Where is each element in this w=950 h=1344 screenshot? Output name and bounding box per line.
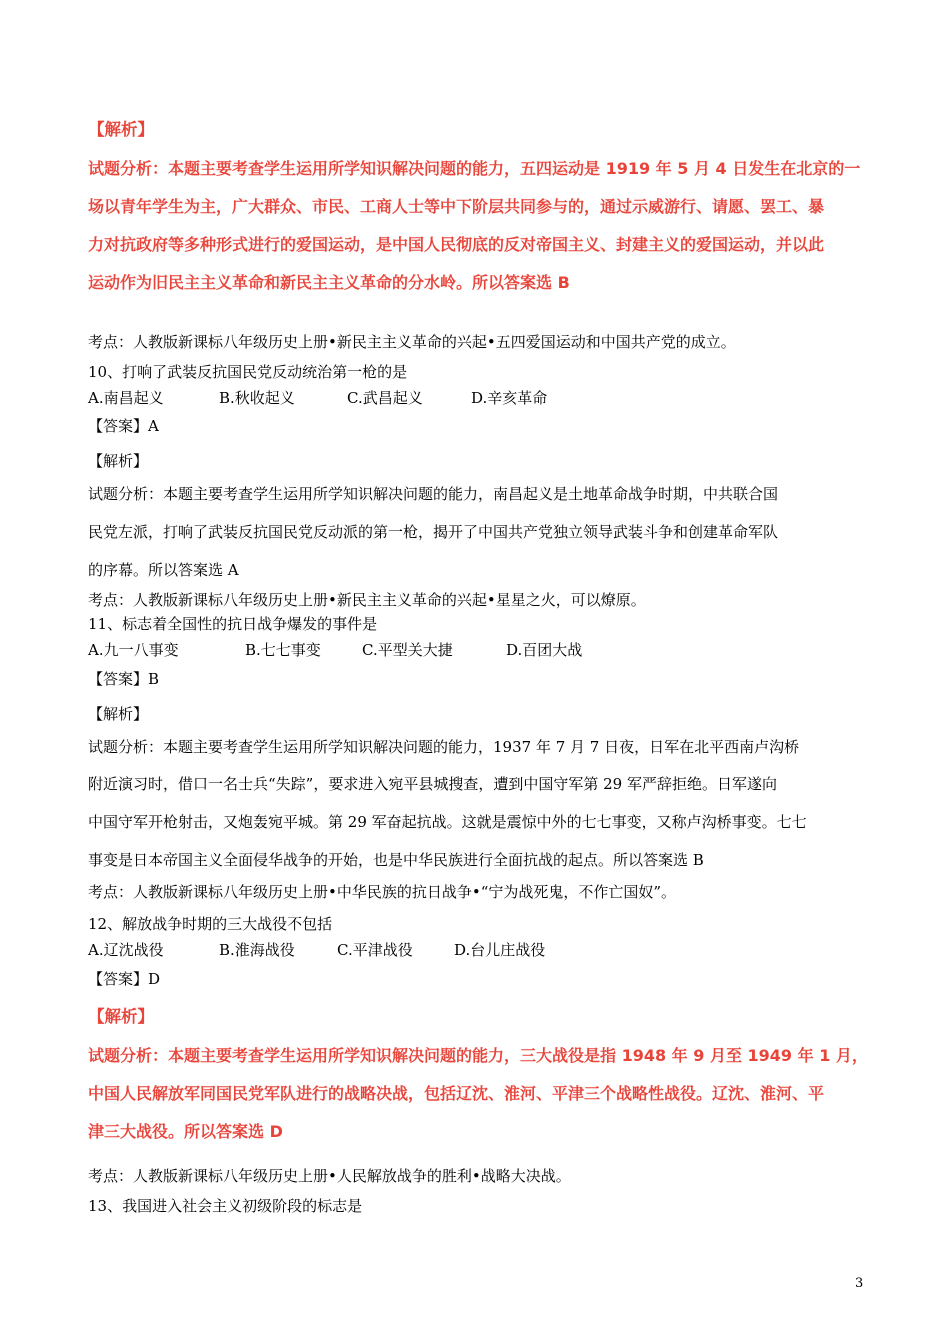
analysis-line: 中国守军开枪射击，又炮轰宛平城。第 29 军奋起抗战。这就是震惊中外的七七事变，又称卢沟桥事变。七七 <box>88 813 807 831</box>
option-b: B.七七事变 <box>245 641 321 659</box>
option-d: D.百团大战 <box>506 641 583 659</box>
analysis-line: 民党左派，打响了武装反抗国民党反动派的第一枪，揭开了中国共产党独立领导武装斗争和创建革命军队 <box>88 523 779 541</box>
analysis-line: 的序幕。所以答案选 A <box>88 561 239 579</box>
kaodian-line: 考点：人教版新课标八年级历史上册•人民解放战争的胜利•战略大决战。 <box>88 1167 571 1185</box>
question-10: 10、打响了武装反抗国民党反动统治第一枪的是 <box>88 363 408 381</box>
option-d: D.辛亥革命 <box>471 389 548 407</box>
analysis-line: 试题分析：本题主要考查学生运用所学知识解决问题的能力，五四运动是 1919 年 5 月 4 日发生在北京的一 <box>88 159 861 178</box>
analysis-line: 中国人民解放军同国民党军队进行的战略决战，包括辽沈、淮河、平津三个战略性战役。辽沈、淮河、平 <box>88 1084 825 1103</box>
page-number: 3 <box>855 1276 864 1291</box>
option-b: B.淮海战役 <box>219 941 295 959</box>
analysis-line: 试题分析：本题主要考查学生运用所学知识解决问题的能力，南昌起义是土地革命战争时期，中共联合国 <box>88 485 779 503</box>
kaodian-line: 考点：人教版新课标八年级历史上册•新民主主义革命的兴起•星星之火，可以燎原。 <box>88 591 646 609</box>
option-a: A.南昌起义 <box>88 389 164 407</box>
analysis-line: 事变是日本帝国主义全面侵华战争的开始，也是中华民族进行全面抗战的起点。所以答案选 B <box>88 851 704 869</box>
analysis-line: 运动作为旧民主主义革命和新民主主义革命的分水岭。所以答案选 B <box>88 273 570 292</box>
option-a: A.辽沈战役 <box>88 941 164 959</box>
analysis-line: 场以青年学生为主，广大群众、市民、工商人士等中下阶层共同参与的，通过示威游行、请愿、罢工、暴 <box>88 197 825 216</box>
jiexi-heading: 【解析】 <box>88 452 149 470</box>
kaodian-line: 考点：人教版新课标八年级历史上册•新民主主义革命的兴起•五四爱国运动和中国共产党的成立。 <box>88 333 736 351</box>
analysis-line: 附近演习时，借口一名士兵“失踪”，要求进入宛平县城搜查，遭到中国守军第 29 军严辞拒绝。日军遂向 <box>88 775 777 793</box>
kaodian-line: 考点：人教版新课标八年级历史上册•中华民族的抗日战争•“宁为战死鬼，不作亡国奴”。 <box>88 883 677 901</box>
option-c: C.武昌起义 <box>347 389 423 407</box>
option-d: D.台儿庄战役 <box>454 941 546 959</box>
option-a: A.九一八事变 <box>88 641 179 659</box>
analysis-line: 力对抗政府等多种形式进行的爱国运动，是中国人民彻底的反对帝国主义、封建主义的爱国运动，并以此 <box>88 235 825 254</box>
option-c: C.平型关大捷 <box>362 641 453 659</box>
answer-line: 【答案】B <box>88 670 160 688</box>
option-c: C.平津战役 <box>337 941 413 959</box>
question-12: 12、解放战争时期的三大战役不包括 <box>88 915 333 933</box>
option-b: B.秋收起义 <box>219 389 295 407</box>
jiexi-heading: 【解析】 <box>88 120 154 139</box>
question-11: 11、标志着全国性的抗日战争爆发的事件是 <box>88 615 378 633</box>
jiexi-heading: 【解析】 <box>88 1007 154 1026</box>
answer-line: 【答案】A <box>88 417 159 435</box>
jiexi-heading: 【解析】 <box>88 705 149 723</box>
question-13: 13、我国进入社会主义初级阶段的标志是 <box>88 1197 363 1215</box>
analysis-line: 津三大战役。所以答案选 D <box>88 1122 283 1141</box>
answer-line: 【答案】D <box>88 970 161 988</box>
analysis-line: 试题分析：本题主要考查学生运用所学知识解决问题的能力，三大战役是指 1948 年 9 月至 1949 年 1 月， <box>88 1046 868 1065</box>
analysis-line: 试题分析：本题主要考查学生运用所学知识解决问题的能力，1937 年 7 月 7 日夜，日军在北平西南卢沟桥 <box>88 738 800 756</box>
